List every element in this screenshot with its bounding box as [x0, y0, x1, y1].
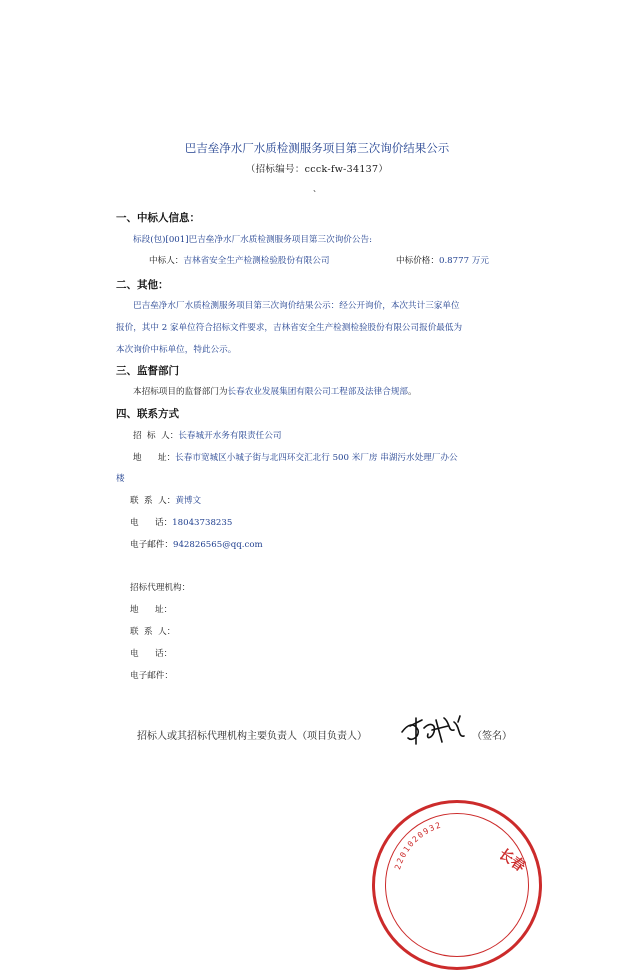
- other-line-2: 报价，其中 2 家单位符合招标文件要求，吉林省安全生产检测检验股份有限公司报价最低为: [116, 323, 463, 333]
- svg-text:2201020932: [393, 820, 443, 870]
- signature-prefix: 招标人或其招标代理机构主要负责人（项目负责人）: [137, 731, 367, 742]
- winner-name: 吉林省安全生产检测检验股份有限公司: [183, 256, 330, 266]
- seal-text-icon: [372, 800, 542, 900]
- tenderer-row: [133, 429, 281, 441]
- agency-email-label: 电子邮件：: [130, 671, 173, 681]
- supervision-suffix: 。: [408, 387, 417, 397]
- agency-address-label: 地 址：: [130, 605, 173, 615]
- price-value: 0.8777 万元: [438, 256, 489, 266]
- lot-line: 标段(包)[001]巴吉垒净水厂水质检测服务项目第三次询价公告:: [133, 235, 372, 245]
- address-row: [133, 451, 458, 463]
- seal-number: 2201020932: [393, 820, 444, 871]
- tenderer-value: 长春城开水务有限责任公司: [178, 431, 282, 441]
- contact-label: 联 系 人：: [130, 496, 176, 506]
- agency-heading: 招标代理机构：: [130, 583, 191, 593]
- phone-value: 18043738235: [172, 518, 233, 528]
- signature-suffix: （签名）: [472, 731, 512, 742]
- section-winner-heading: 一、中标人信息：: [116, 212, 200, 224]
- supervision-line: [133, 385, 417, 397]
- price-row: [396, 254, 489, 266]
- address-continuation: 楼: [116, 474, 125, 484]
- contact-value: 黄博文: [175, 496, 202, 506]
- agency-contact-label: 联 系 人：: [130, 627, 176, 637]
- agency-phone-label: 电 话：: [130, 649, 173, 659]
- section-supervision-heading: 三、监督部门: [116, 365, 179, 377]
- winner-row: [149, 254, 330, 266]
- tender-code: （招标编号：ccck-fw-34137）: [245, 164, 389, 175]
- price-label: 中标价格：: [396, 256, 439, 266]
- other-line-1: 巴吉垒净水厂水质检测服务项目第三次询价结果公示：经公开询价，本次共计三家单位: [133, 301, 460, 311]
- contact-row: [130, 494, 201, 506]
- supervision-prefix: 本招标项目的监督部门为: [133, 387, 228, 397]
- other-line-3: 本次询价中标单位，特此公示。: [116, 345, 237, 355]
- stray-mark: 、: [313, 184, 321, 193]
- supervision-department: 长春农业发展集团有限公司工程部及法律合规部: [227, 387, 409, 397]
- address-value: 长春市宽城区小城子街与北四环交汇北行 500 米厂房 串湖污水处理厂办公: [175, 453, 458, 463]
- handwritten-signature: [398, 708, 470, 748]
- section-contact-heading: 四、联系方式: [116, 408, 179, 420]
- signature-scribble-icon: [398, 708, 470, 748]
- seal-name-fragment: 长春: [495, 846, 528, 876]
- winner-label: 中标人：: [149, 256, 184, 266]
- phone-row: [130, 516, 232, 528]
- official-seal: [372, 800, 542, 970]
- tenderer-label: 招 标 人：: [133, 431, 179, 441]
- email-value: 942826565@qq.com: [172, 540, 263, 550]
- phone-label: 电 话：: [130, 518, 173, 528]
- signature-line: [137, 727, 367, 742]
- section-other-heading: 二、其他：: [116, 279, 169, 291]
- email-label: 电子邮件：: [130, 540, 173, 550]
- email-row: [130, 538, 263, 550]
- document-title: 巴吉垒净水厂水质检测服务项目第三次询价结果公示: [184, 141, 450, 155]
- address-label: 地 址：: [133, 453, 176, 463]
